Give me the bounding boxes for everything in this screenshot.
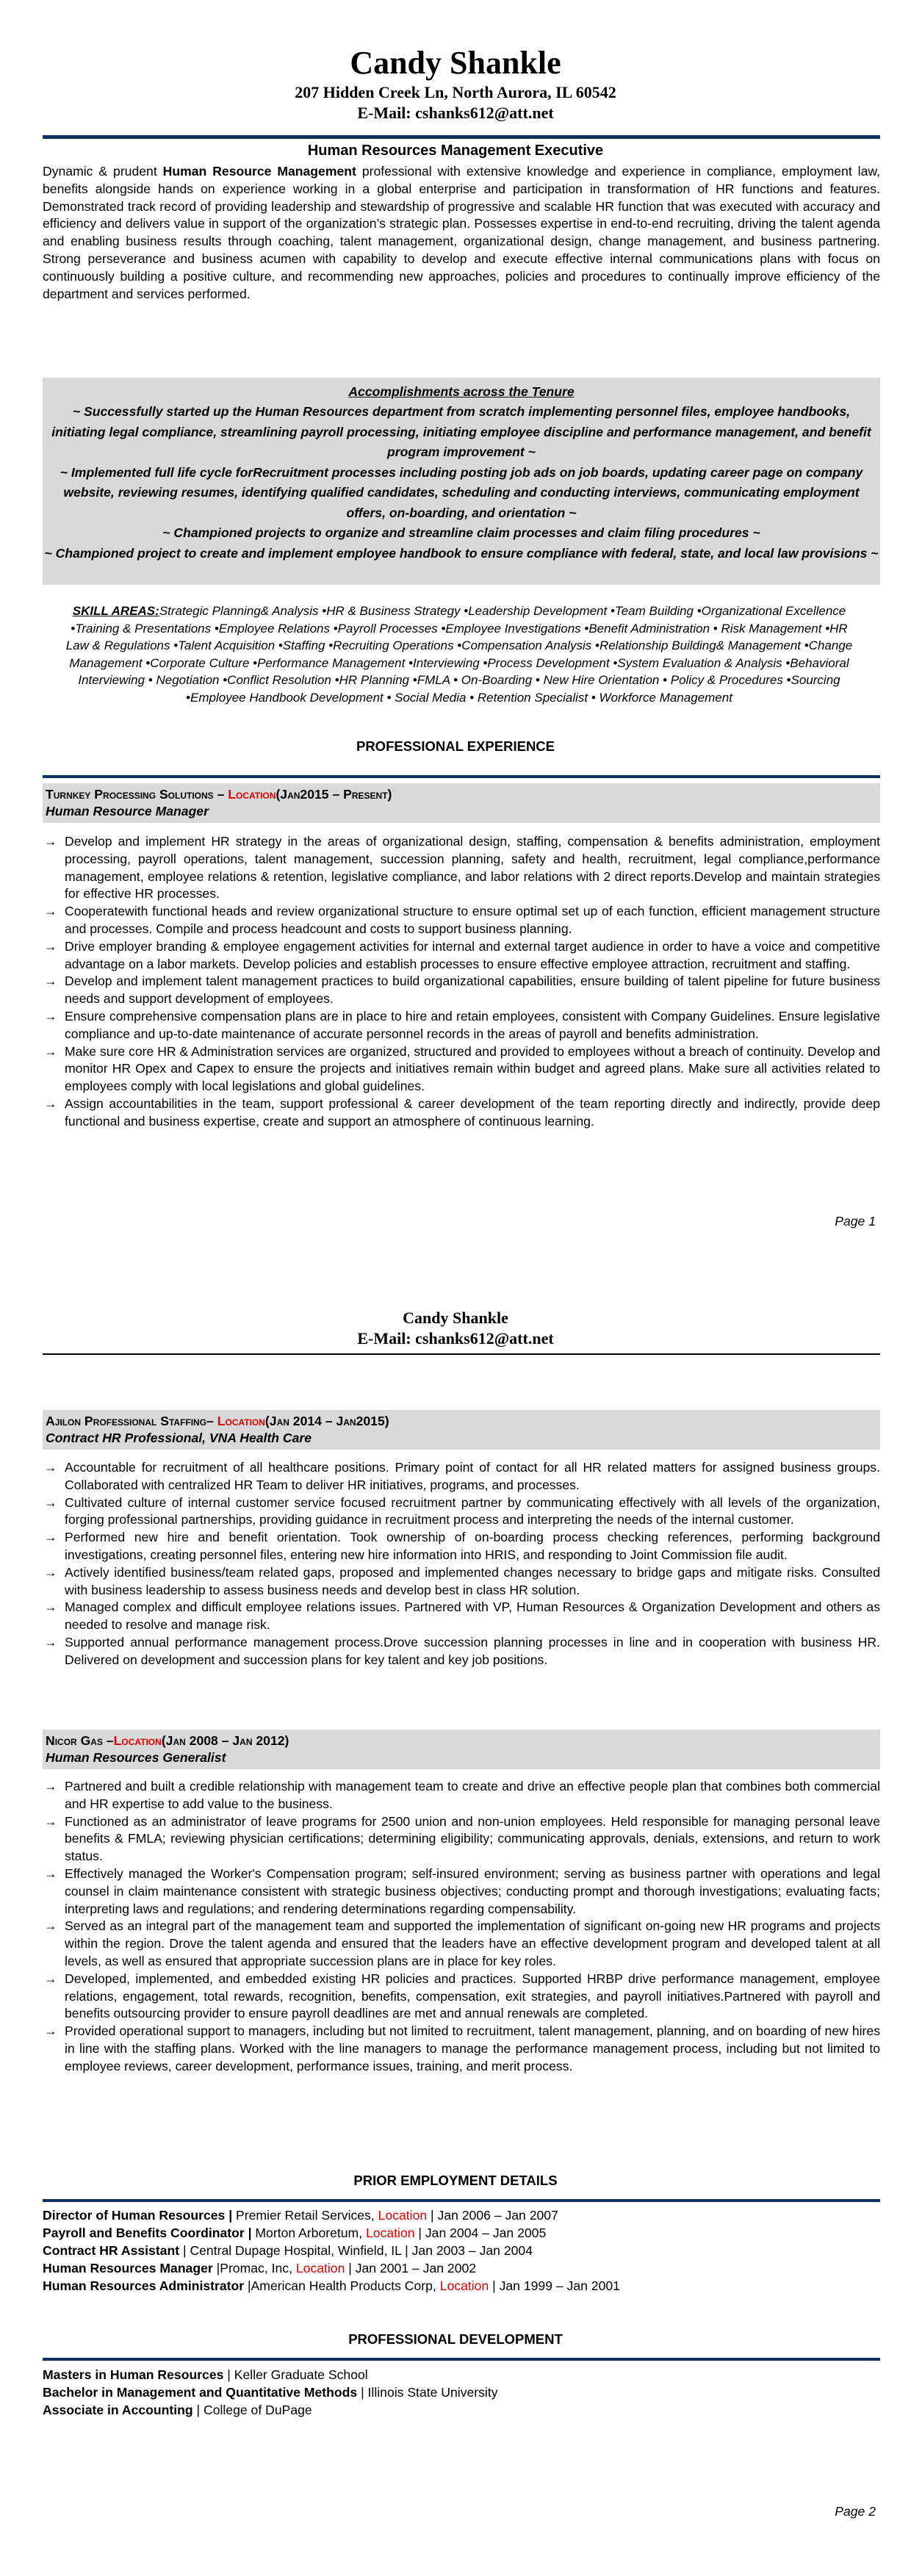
summary-paragraph <box>43 163 880 303</box>
arrow-icon: → <box>44 1971 57 1986</box>
section-title-prior-employment: PRIOR EMPLOYMENT DETAILS <box>353 2173 558 2188</box>
page-number: Page 2 <box>835 2504 876 2519</box>
arrow-icon: → <box>44 974 57 989</box>
headline: Human Resources Management Executive <box>307 143 604 159</box>
job-bullets <box>43 1778 880 2076</box>
accomplishments-box <box>43 378 880 585</box>
job-dates: (Jan 2014 – Jan2015) <box>264 1414 389 1428</box>
arrow-icon: → <box>44 1494 57 1510</box>
job-company: Turnkey Processing Solutions – <box>46 787 228 802</box>
job-header <box>43 783 880 823</box>
job-title: Human Resource Manager <box>46 804 209 819</box>
arrow-icon: → <box>44 1779 57 1794</box>
arrow-icon: → <box>44 1008 57 1023</box>
job-bullets <box>43 1459 880 1669</box>
job-bullet: → Cultivated culture of internal customer service focused recruitment partner by communicating effectively with all levels of the organization, forging professional partnerships, providing guidance in recruitment process and interpreting the needs of the internal customer. <box>44 1494 880 1528</box>
job-dates: (Jan2015 – Present) <box>276 787 392 802</box>
summary-rest: professional with extensive knowledge and experience in compliance, employment law, benefits alongside hands on experience working in a global enterprise and participation in transformation of HR functions and features. Demonstrated track record of providing leadership and stewardship of progressive and scalable HR function that was executed with accuracy and efficiency and delivers value in support of the organization’s strategic plan. Possesses expertise in end-to-end recruiting, driving the talent agenda and enabling business results through coaching, talent management, organizational design, change management, and business partnering. Strong perseverance and business acumen with capability to develop and execute effective internal communications plans with focus on continuously building a positive culture, and recommending new approaches, policies and procedures to continually improve efficiency of the department and services performed. <box>43 164 880 301</box>
job-location: Location <box>228 787 276 802</box>
skill-areas-list: Strategic Planning& Analysis •HR & Business Strategy •Leadership Development •Team Building •Organizational Excellence •Training & Presentations •Employee Relations •Payroll Processes •Employee Investigations •Benefit Administration • Risk Management •HR Law & Regulations •Talent Acquisition •Staffing •Recruiting Operations •Compensation Analysis •Relationship Building& Management •Change Management •Corporate Culture •Performance Management •Interviewing •Process Development •System Evaluation & Analysis •Behavioral Interviewing • Negotiation •Conflict Resolution •HR Planning •FMLA • On-Boarding • New Hire Orientation • Policy & Procedures •Sourcing •Employee Handbook Development • Social Media • Retention Specialist • Workforce Management <box>65 604 853 705</box>
arrow-icon: → <box>44 834 57 849</box>
experience-divider <box>43 775 880 778</box>
arrow-icon: → <box>44 1600 57 1615</box>
job-bullet: → Actively identified business/team related gaps, proposed and implemented changes necessary to bridge gaps and mitigate risks. Consulted with business leadership to assess business needs and develop best in class HR solution. <box>44 1564 880 1597</box>
header-divider <box>43 135 880 139</box>
section-title-experience: PROFESSIONAL EXPERIENCE <box>356 738 555 754</box>
arrow-icon: → <box>44 1530 57 1545</box>
accomplishment-item: ~ Successfully started up the Human Resources department from scratch implementing personnel files, employee handbooks, initiating legal compliance, streamlining payroll processing, initiating employee discipline and performance management, and benefit program improvement ~ <box>51 404 871 459</box>
job-header <box>43 1730 880 1769</box>
prior-employment-list <box>43 2206 880 2295</box>
job-bullet: → Effectively managed the Worker's Compensation program; self-insured environment; serving as business partner with operations and legal counsel in claim maintenance consistent with strategic business objectives; conducting prompt and thorough investigations; evaluating facts; interpreting laws and regulations; and rendering determinations regarding compensability. <box>44 1866 880 1916</box>
prior-divider <box>43 2199 880 2202</box>
development-divider <box>43 2358 880 2361</box>
job-bullet: → Make sure core HR & Administration services are organized, structured and provided to employees without a breach of continuity. Develop and monitor HR Opex and Capex to ensure the projects and initiatives remain within budget and agreed plans. Make sure all activities related to employees comply with local legislations and global guidelines. <box>44 1043 880 1094</box>
arrow-icon: → <box>44 904 57 919</box>
candidate-name: Candy Shankle <box>350 45 561 81</box>
prior-employment-row: Human Resources Administrator |American Health Products Corp, Location | Jan 1999 – Jan 2001 <box>43 2278 620 2293</box>
job-company: Ajilon Professional Staffing– <box>46 1414 217 1428</box>
accomplishments-title: Accomplishments across the Tenure <box>348 384 575 399</box>
arrow-icon: → <box>44 1095 57 1111</box>
job-bullet: → Assign accountabilities in the team, support professional & career development of the team reporting directly and indirectly, provide deep functional and business expertise, create and support an atmosphere of continuous learning. <box>44 1095 880 1129</box>
arrow-icon: → <box>44 1634 57 1649</box>
arrow-icon: → <box>44 1460 57 1475</box>
accomplishment-item: ~ Championed project to create and implement employee handbook to ensure compliance with federal, state, and local law provisions ~ <box>44 545 879 561</box>
job-bullet: → Supported annual performance management process.Drove succession planning processes in line and in cooperation with business HR. Delivered on development and succession plans for key talent and key job positions. <box>44 1634 880 1667</box>
arrow-icon: → <box>44 1866 57 1881</box>
job-bullets <box>43 833 880 1131</box>
job-title: Human Resources Generalist <box>46 1750 226 1765</box>
skill-areas <box>59 602 860 706</box>
education-list <box>43 2366 880 2419</box>
accomplishment-item: ~ Implemented full life cycle forRecruitment processes including posting job ads on job boards, updating career page on company website, reviewing resumes, identifying qualified candidates, scheduling and conducting interviews, communicating employment offers, on-boarding, and orientation ~ <box>60 464 863 520</box>
page2-email: E-Mail: cshanks612@att.net <box>357 1329 554 1348</box>
job-dates: (Jan 2008 – Jan 2012) <box>161 1733 289 1748</box>
skill-areas-label: SKILL AREAS: <box>72 604 159 618</box>
prior-employment-row: Payroll and Benefits Coordinator | Morton Arboretum, Location | Jan 2004 – Jan 2005 <box>43 2226 547 2240</box>
accomplishment-item: ~ Championed projects to organize and streamline claim processes and claim filing procedures ~ <box>162 525 760 540</box>
job-bullet: → Provided operational support to managers, including but not limited to recruitment, talent management, planning, and on boarding of new hires in line with the staffing plans. Worked with the line managers to manage the performance management process, including but not limited to employee reviews, career development, performance issues, training, and merit process. <box>44 2023 880 2073</box>
section-title-professional-development: PROFESSIONAL DEVELOPMENT <box>348 2331 563 2347</box>
job-bullet: → Drive employer branding & employee engagement activities for internal and external target audience in order to have a voice and competitive advantage on a labor markets. Develop policies and establish processes to ensure effective employee attraction, recruitment and staffing. <box>44 938 880 971</box>
arrow-icon: → <box>44 1043 57 1059</box>
page2-name: Candy Shankle <box>403 1309 508 1327</box>
job-header <box>43 1410 880 1450</box>
job-company-line <box>46 1733 877 1749</box>
job-company-line <box>46 786 877 803</box>
job-bullet: → Ensure comprehensive compensation plans are in place to hire and retain employees, consistent with Company Guidelines. Ensure legislative compliance and up-to-date maintenance of accurate personnel records in the areas of payroll and benefits administration. <box>44 1008 880 1041</box>
candidate-email: E-Mail: cshanks612@att.net <box>357 104 554 122</box>
prior-employment-row: Human Resources Manager |Promac, Inc, Location | Jan 2001 – Jan 2002 <box>43 2261 477 2275</box>
arrow-icon: → <box>44 938 57 954</box>
summary-bold: Human Resource Management <box>162 164 356 179</box>
arrow-icon: → <box>44 2023 57 2039</box>
education-row: Associate in Accounting | College of DuPage <box>43 2403 312 2417</box>
page2-divider <box>43 1353 880 1355</box>
job-bullet: → Served as an integral part of the management team and supported the implementation of significant on-going new HR programs and projects within the region. Drove the talent agenda and ensured that the leaders have an effective development program and developed talent at all levels, as well as ensured that appropriate succession plans are in place for key roles. <box>44 1918 880 1968</box>
education-row: Bachelor in Management and Quantitative Methods | Illinois State University <box>43 2385 498 2400</box>
education-row: Masters in Human Resources | Keller Graduate School <box>43 2367 368 2382</box>
prior-employment-row: Director of Human Resources | Premier Retail Services, Location | Jan 2006 – Jan 2007 <box>43 2208 558 2223</box>
job-company-line <box>46 1413 877 1430</box>
summary-lead: Dynamic & prudent <box>43 164 163 179</box>
job-location: Location <box>113 1733 162 1748</box>
job-bullet: → Develop and implement talent management practices to build organizational capabilities, ensure building of talent pipeline for future business needs and support development of employees. <box>44 974 880 1007</box>
job-bullet: → Cooperatewith functional heads and review organizational structure to ensure optimal set up of each function, efficient management structure and processes. Compile and process headcount and costs to support business planning. <box>44 904 880 936</box>
page-number: Page 1 <box>835 1214 876 1228</box>
candidate-address: 207 Hidden Creek Ln, North Aurora, IL 60542 <box>295 83 616 101</box>
job-bullet: → Accountable for recruitment of all healthcare positions. Primary point of contact for all HR related matters for assigned business groups. Collaborated with centralized HR Team to deliver HR initiatives, programs, and processes. <box>44 1460 880 1492</box>
job-title: Contract HR Professional, VNA Health Care <box>46 1431 312 1445</box>
job-bullet: → Managed complex and difficult employee relations issues. Partnered with VP, Human Resources & Organization Development and others as needed to resolve and manage risk. <box>44 1600 880 1633</box>
job-location: Location <box>217 1414 265 1428</box>
job-bullet: → Partnered and built a credible relationship with management team to create and drive an effective people plan that combines both commercial and HR expertise to add value to the business. <box>44 1779 880 1811</box>
job-bullet: → Developed, implemented, and embedded existing HR policies and practices. Supported HRBP drive performance management, employee relations, engagement, total rewards, recognition, benefits, compensation, exit strategies, and payroll initiatives.Partnered with payroll and benefits outsourcing provider to ensure payroll deadlines are met and annual renewals are completed. <box>44 1971 880 2021</box>
arrow-icon: → <box>44 1813 57 1829</box>
prior-employment-row: Contract HR Assistant | Central Dupage Hospital, Winfield, IL | Jan 2003 – Jan 2004 <box>43 2243 533 2258</box>
job-bullet: → Functioned as an administrator of leave programs for 2500 union and non-union employees. Held responsible for managing personal leave benefits & FMLA; reviewing physician certifications; determining eligibility; communicating approvals, denials, extensions, and return to work status. <box>44 1813 880 1864</box>
job-bullet: → Performed new hire and benefit orientation. Took ownership of on-boarding process checking references, performing background investigations, creating personnel files, entering new hire information into HRIS, and responding to Joint Commission file audit. <box>44 1530 880 1562</box>
arrow-icon: → <box>44 1564 57 1580</box>
arrow-icon: → <box>44 1918 57 1934</box>
job-company: Nicor Gas – <box>46 1733 114 1748</box>
job-bullet: → Develop and implement HR strategy in the areas of organizational design, staffing, compensation & benefits administration, employment processing, payroll operations, talent management, succession planning, safety and health, recruitment, legal compliance,performance management, employee relations & retention, legislative compliance, and labor relations with 2 direct reports.Develop and maintain strategies for effective HR processes. <box>44 834 880 902</box>
